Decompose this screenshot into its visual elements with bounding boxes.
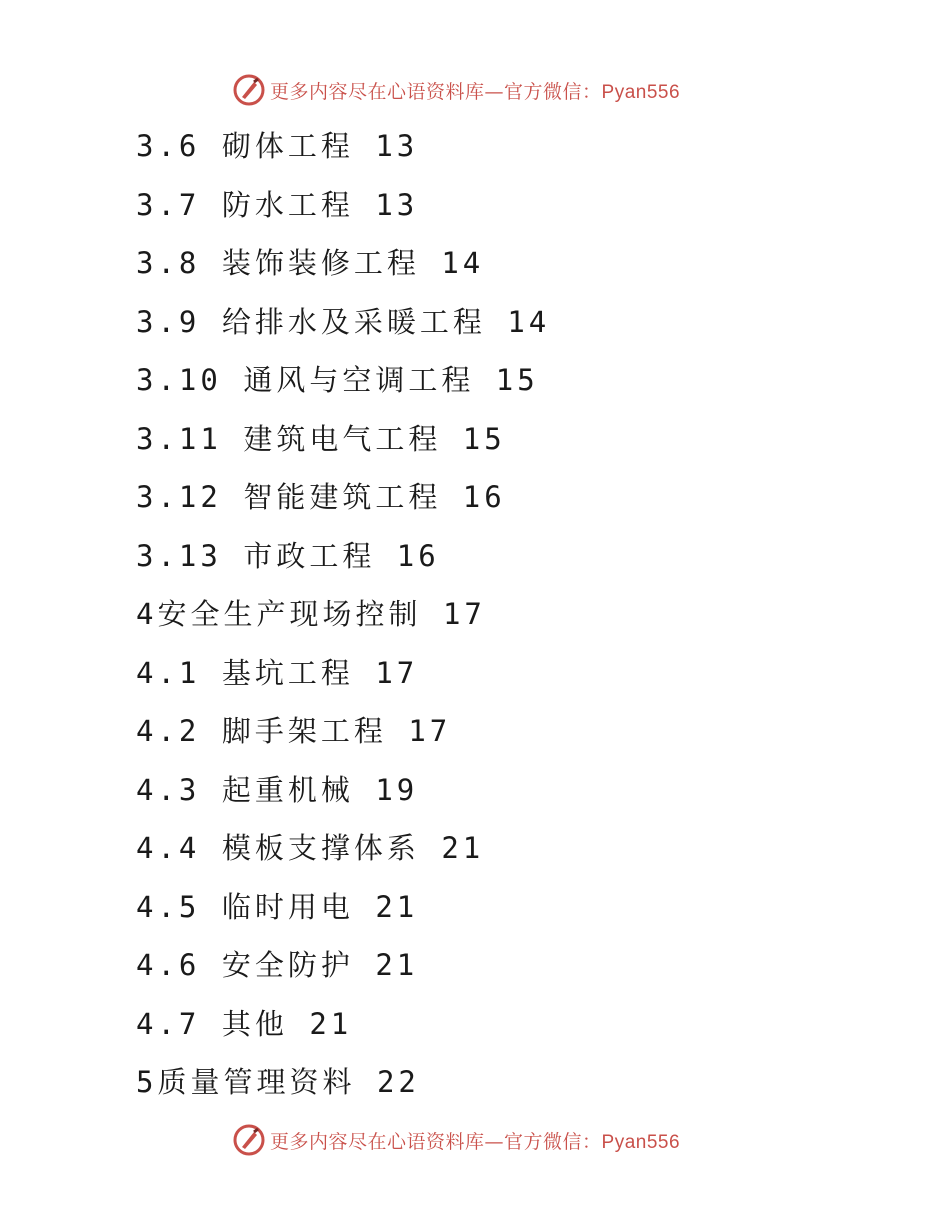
toc-entry-number: 3.10 — [136, 363, 222, 397]
toc-entry — [136, 117, 550, 176]
toc-entry-page: 16 — [396, 538, 440, 573]
toc-entry-page: 15 — [495, 363, 539, 397]
toc-entry-page: 14 — [507, 304, 551, 339]
toc-entry — [136, 995, 550, 1054]
toc-entry — [136, 936, 550, 995]
toc-entry — [136, 176, 550, 235]
toc-entry-number: 5 — [136, 1065, 158, 1099]
toc-entry — [136, 878, 550, 937]
toc-entry-number: 4.7 — [136, 1006, 201, 1041]
toc-entry-number: 4.3 — [136, 772, 201, 807]
toc-entry — [136, 527, 550, 586]
table-of-contents — [136, 117, 550, 1112]
toc-entry-title: 安全生产现场控制 — [157, 597, 422, 631]
toc-entry-page: 21 — [441, 831, 485, 865]
toc-entry-number: 3.11 — [136, 421, 222, 456]
toc-entry-page: 22 — [376, 1065, 420, 1099]
toc-entry-number: 3.9 — [136, 304, 201, 339]
toc-entry-number: 4.6 — [136, 948, 201, 982]
toc-entry-title: 脚手架工程 — [221, 714, 387, 748]
toc-entry-title: 装饰装修工程 — [221, 246, 420, 280]
toc-entry — [136, 702, 550, 761]
watermark-text: 更多内容尽在心语资料库—官方微信：Pyan556 — [270, 1130, 681, 1153]
pen-circle-logo-icon — [232, 73, 266, 107]
toc-entry-number: 4 — [136, 597, 158, 631]
toc-entry-title: 给排水及采暖工程 — [221, 304, 486, 339]
toc-entry — [136, 585, 550, 644]
toc-entry-number: 4.1 — [136, 655, 201, 690]
toc-entry-page: 14 — [441, 246, 485, 280]
toc-entry-title: 模板支撑体系 — [221, 831, 420, 865]
toc-entry-title: 安全防护 — [221, 948, 354, 982]
toc-entry-title: 其他 — [221, 1006, 288, 1041]
toc-entry-page: 15 — [462, 421, 506, 456]
toc-entry-number: 3.8 — [136, 246, 201, 280]
toc-entry-title: 临时用电 — [221, 889, 354, 924]
toc-entry-page: 16 — [462, 480, 506, 514]
toc-entry-title: 市政工程 — [243, 538, 376, 573]
toc-entry-number: 3.6 — [136, 129, 201, 163]
toc-entry — [136, 1053, 550, 1112]
toc-entry-title: 基坑工程 — [221, 655, 354, 690]
toc-entry-title: 质量管理资料 — [157, 1065, 356, 1099]
toc-entry-title: 防水工程 — [221, 187, 354, 222]
toc-entry — [136, 351, 550, 410]
watermark-header — [232, 70, 680, 110]
toc-entry-page: 17 — [442, 597, 486, 631]
toc-entry-title: 起重机械 — [221, 772, 354, 807]
toc-entry-page: 21 — [309, 1006, 353, 1041]
toc-entry-number: 4.2 — [136, 714, 201, 748]
toc-entry-number: 4.4 — [136, 831, 201, 865]
toc-entry-page: 17 — [375, 655, 419, 690]
toc-entry — [136, 819, 550, 878]
toc-entry-number: 3.7 — [136, 187, 201, 222]
toc-entry-page: 21 — [375, 948, 419, 982]
toc-entry-title: 建筑电气工程 — [243, 421, 442, 456]
toc-entry — [136, 468, 550, 527]
toc-entry-title: 砌体工程 — [221, 129, 354, 163]
watermark-footer — [232, 1120, 680, 1160]
toc-entry-page: 21 — [375, 889, 419, 924]
toc-entry-number: 4.5 — [136, 889, 201, 924]
pen-circle-logo-icon — [232, 1123, 266, 1157]
toc-entry — [136, 293, 550, 352]
toc-entry-number: 3.13 — [136, 538, 222, 573]
watermark-text: 更多内容尽在心语资料库—官方微信：Pyan556 — [270, 80, 681, 103]
toc-entry — [136, 644, 550, 703]
toc-entry — [136, 761, 550, 820]
toc-entry-page: 17 — [408, 714, 452, 748]
toc-entry-title: 智能建筑工程 — [243, 480, 442, 514]
toc-entry — [136, 234, 550, 293]
toc-entry-page: 13 — [375, 187, 419, 222]
toc-entry-page: 19 — [375, 772, 419, 807]
toc-entry-number: 3.12 — [136, 480, 222, 514]
toc-entry — [136, 410, 550, 469]
toc-entry-page: 13 — [375, 129, 419, 163]
toc-entry-title: 通风与空调工程 — [243, 363, 475, 397]
